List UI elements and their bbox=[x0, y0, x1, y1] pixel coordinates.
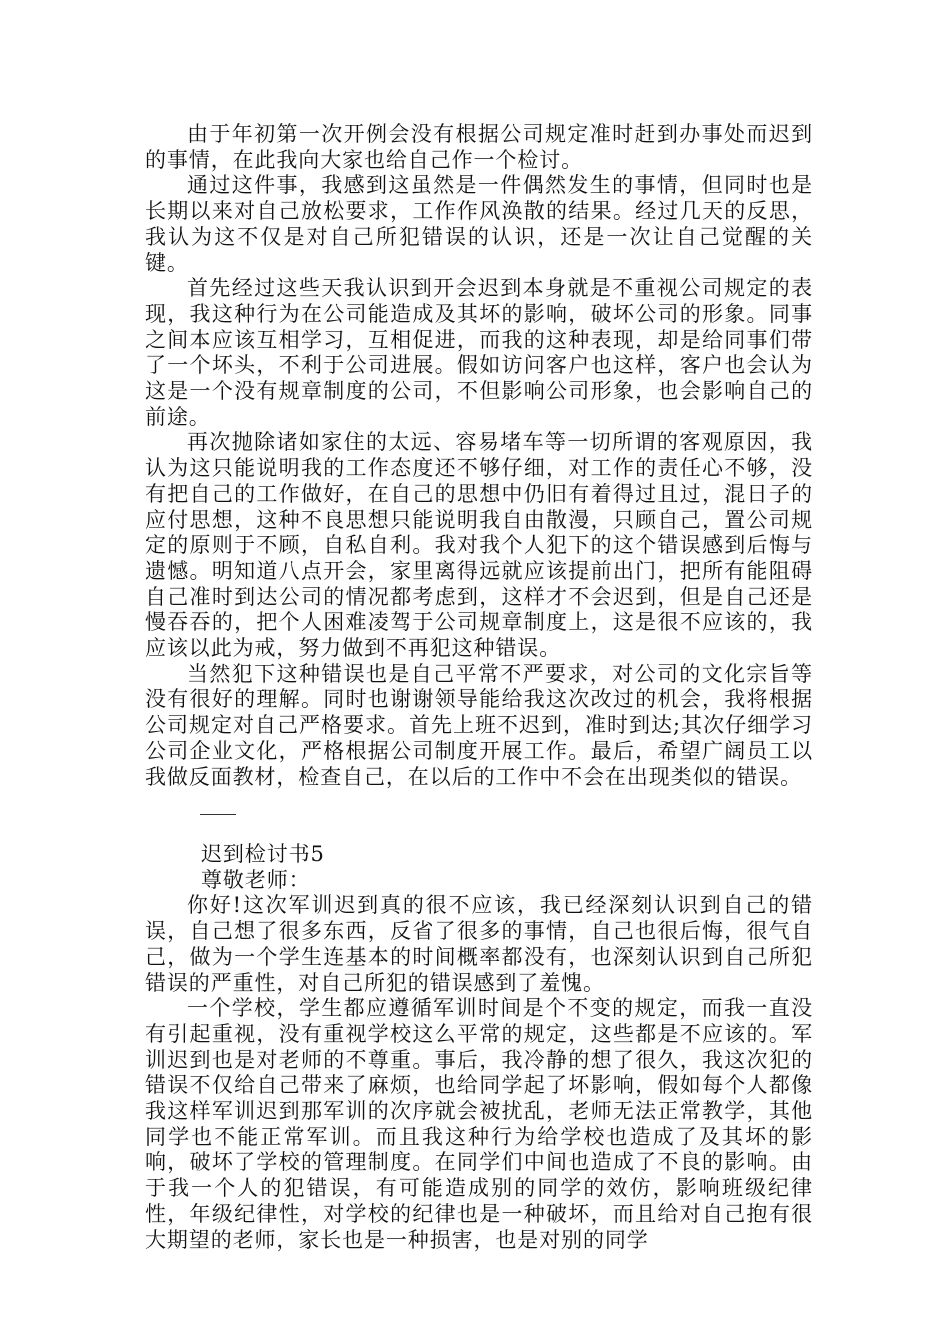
paragraph: 再次抛除诸如家住的太远、容易堵车等一切所谓的客观原因，我认为这只能说明我的工作态度还不够仔细，对工作的责任心不够，没有把自己的工作做好，在自己的思想中仍旧有着得过且过，混日子的应付思想，这种不良思想只能说明我自由散漫，只顾自己，置公司规定的原则于不顾，自私自利。我对我个人犯下的这个错误感到后悔与遗憾。明知道八点开会，家里离得远就应该提前出门，把所有能阻碍自己准时到达公司的情况都考虑到，这样才不会迟到，但是自己还是慢吞吞的，把个人困难凌驾于公司规章制度上，这是很不应该的，我应该以此为戒，努力做到不再犯这种错误。 bbox=[145, 430, 813, 661]
paragraph: 当然犯下这种错误也是自己平常不严要求，对公司的文化宗旨等没有很好的理解。同时也谢谢领导能给我这次改过的机会，我将根据公司规定对自己严格要求。首先上班不迟到，准时到达;其次仔细学习公司企业文化，严格根据公司制度开展工作。最后，希望广阔员工以我做反面教材，检查自己，在以后的工作中不会在出现类似的错误。 bbox=[145, 661, 813, 789]
paragraph: 首先经过这些天我认识到开会迟到本身就是不重视公司规定的表现，我这种行为在公司能造成及其坏的影响，破坏公司的形象。同事之间本应该互相学习，互相促进，而我的这种表现，却是给同事们带了一个坏头，不利于公司进展。假如访问客户也这样，客户也会认为这是一个没有规章制度的公司，不但影响公司形象，也会影响自己的前途。 bbox=[145, 276, 813, 429]
paragraph: 通过这件事，我感到这虽然是一件偶然发生的事情，但同时也是长期以来对自己放松要求，工作作风涣散的结果。经过几天的反思，我认为这不仅是对自己所犯错误的认识，还是一次让自己觉醒的关键。 bbox=[145, 173, 813, 275]
paragraph: 一个学校，学生都应遵循军训时间是个不变的规定，而我一直没有引起重视，没有重视学校这么平常的规定，这些都是不应该的。军训迟到也是对老师的不尊重。事后，我冷静的想了很久，我这次犯的错误不仅给自己带来了麻烦，也给同学起了坏影响，假如每个人都像我这样军训迟到那军训的次序就会被扰乱，老师无法正常教学，其他同学也不能正常军训。而且我这种行为给学校也造成了及其坏的影响，破坏了学校的管理制度。在同学们中间也造成了不良的影响。由于我一个人的犯错误，有可能造成别的同学的效仿，影响班级纪律性，年级纪律性，对学校的纪律也是一种破坏，而且给对自己抱有很大期望的老师，家长也是一种损害，也是对别的同学 bbox=[145, 996, 813, 1252]
section-two-body bbox=[145, 842, 813, 1253]
paragraph: 你好!这次军训迟到真的很不应该，我已经深刻认识到自己的错误，自己想了很多东西，反省了很多的事情，自己也很后悔，很气自己，做为一个学生连基本的时间概率都没有，也深刻认识到自己所犯错误的严重性，对自己所犯的错误感到了羞愧。 bbox=[145, 893, 813, 995]
salutation: 尊敬老师： bbox=[201, 867, 311, 892]
section-divider bbox=[200, 814, 236, 815]
paragraph: 由于年初第一次开例会没有根据公司规定准时赶到办事处而迟到的事情，在此我向大家也给自己作一个检讨。 bbox=[145, 122, 813, 172]
section-one-body bbox=[145, 122, 813, 790]
section-heading: 迟到检讨书5 bbox=[201, 842, 325, 866]
